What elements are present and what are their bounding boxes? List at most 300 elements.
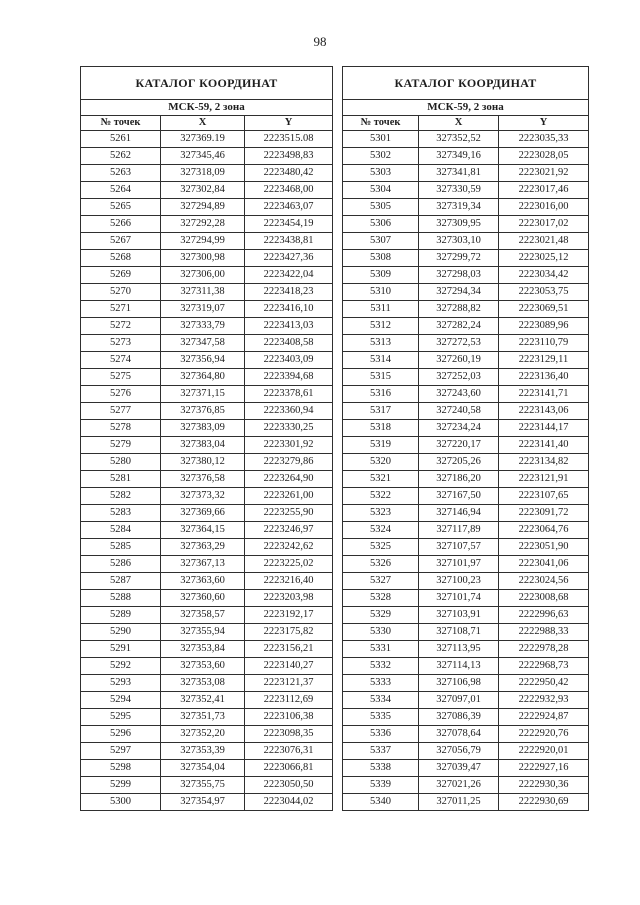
point-number-cell: 5321: [343, 471, 419, 488]
x-coordinate-cell: 327220,17: [419, 437, 499, 454]
table-row: [81, 233, 333, 250]
x-coordinate-cell: 327345,46: [161, 148, 245, 165]
y-coordinate-cell: 2223053,75: [499, 284, 589, 301]
table-row: [343, 675, 589, 692]
y-coordinate-cell: 2222978,28: [499, 641, 589, 658]
table-row: [81, 318, 333, 335]
table-row: [81, 165, 333, 182]
point-number-cell: 5299: [81, 777, 161, 794]
table-row: [343, 199, 589, 216]
y-coordinate-cell: 2223129,11: [499, 352, 589, 369]
y-coordinate-cell: 2223089,96: [499, 318, 589, 335]
table-row: [81, 658, 333, 675]
table-row: [343, 505, 589, 522]
x-coordinate-cell: 327369,66: [161, 505, 245, 522]
point-number-cell: 5320: [343, 454, 419, 471]
x-coordinate-cell: 327101,74: [419, 590, 499, 607]
point-number-cell: 5319: [343, 437, 419, 454]
point-number-cell: 5306: [343, 216, 419, 233]
table-row: [81, 760, 333, 777]
point-number-cell: 5303: [343, 165, 419, 182]
table-row: [343, 335, 589, 352]
x-coordinate-cell: 327056,79: [419, 743, 499, 760]
x-coordinate-cell: 327167,50: [419, 488, 499, 505]
point-number-cell: 5279: [81, 437, 161, 454]
catalog-subtitle: МСК-59, 2 зона: [343, 100, 589, 116]
x-coordinate-cell: 327367,13: [161, 556, 245, 573]
point-number-cell: 5300: [81, 794, 161, 811]
table-row: [81, 675, 333, 692]
x-coordinate-cell: 327318,09: [161, 165, 245, 182]
y-coordinate-cell: 2222968,73: [499, 658, 589, 675]
point-number-cell: 5322: [343, 488, 419, 505]
point-number-cell: 5292: [81, 658, 161, 675]
x-coordinate-cell: 327352,20: [161, 726, 245, 743]
table-row: [81, 403, 333, 420]
table-row: [81, 641, 333, 658]
x-coordinate-cell: 327234,24: [419, 420, 499, 437]
point-number-cell: 5290: [81, 624, 161, 641]
table-row: [343, 131, 589, 148]
y-coordinate-cell: 2223035,33: [499, 131, 589, 148]
table-row: [343, 692, 589, 709]
x-coordinate-cell: 327353,60: [161, 658, 245, 675]
table-row: [81, 301, 333, 318]
x-coordinate-cell: 327373,32: [161, 488, 245, 505]
point-number-cell: 5324: [343, 522, 419, 539]
table-row: [343, 573, 589, 590]
x-coordinate-cell: 327146,94: [419, 505, 499, 522]
point-number-cell: 5294: [81, 692, 161, 709]
point-number-cell: 5298: [81, 760, 161, 777]
table-row: [343, 539, 589, 556]
y-coordinate-cell: 2223051,90: [499, 539, 589, 556]
coordinate-table: [342, 66, 589, 811]
table-row: [343, 216, 589, 233]
point-number-cell: 5268: [81, 250, 161, 267]
y-coordinate-cell: 2222988,33: [499, 624, 589, 641]
table-row: [343, 284, 589, 301]
table-row: [81, 182, 333, 199]
y-coordinate-cell: 2222996,63: [499, 607, 589, 624]
x-coordinate-cell: 327298,03: [419, 267, 499, 284]
y-coordinate-cell: 2223422,04: [245, 267, 333, 284]
y-coordinate-cell: 2223025,12: [499, 250, 589, 267]
point-number-cell: 5277: [81, 403, 161, 420]
table-row: [343, 488, 589, 505]
y-coordinate-cell: 2223330,25: [245, 420, 333, 437]
y-coordinate-cell: 2223021,48: [499, 233, 589, 250]
column-header-point: № точек: [343, 116, 419, 131]
y-coordinate-cell: 2223408,58: [245, 335, 333, 352]
x-coordinate-cell: 327294,34: [419, 284, 499, 301]
point-number-cell: 5340: [343, 794, 419, 811]
x-coordinate-cell: 327288,82: [419, 301, 499, 318]
point-number-cell: 5288: [81, 590, 161, 607]
y-coordinate-cell: 2223112,69: [245, 692, 333, 709]
table-row: [81, 777, 333, 794]
point-number-cell: 5289: [81, 607, 161, 624]
x-coordinate-cell: 327300,98: [161, 250, 245, 267]
x-coordinate-cell: 327100,23: [419, 573, 499, 590]
table-row: [343, 165, 589, 182]
point-number-cell: 5269: [81, 267, 161, 284]
x-coordinate-cell: 327333,79: [161, 318, 245, 335]
x-coordinate-cell: 327292,28: [161, 216, 245, 233]
point-number-cell: 5272: [81, 318, 161, 335]
y-coordinate-cell: 2223418,23: [245, 284, 333, 301]
y-coordinate-cell: 2222920,01: [499, 743, 589, 760]
point-number-cell: 5305: [343, 199, 419, 216]
x-coordinate-cell: 327186,20: [419, 471, 499, 488]
x-coordinate-cell: 327353,39: [161, 743, 245, 760]
y-coordinate-cell: 2223261,00: [245, 488, 333, 505]
point-number-cell: 5336: [343, 726, 419, 743]
y-coordinate-cell: 2223192,17: [245, 607, 333, 624]
y-coordinate-cell: 2223050,50: [245, 777, 333, 794]
table-row: [81, 216, 333, 233]
x-coordinate-cell: 327303,10: [419, 233, 499, 250]
y-coordinate-cell: 2223143,06: [499, 403, 589, 420]
table-row: [81, 556, 333, 573]
y-coordinate-cell: 2223242,62: [245, 539, 333, 556]
y-coordinate-cell: 2223360,94: [245, 403, 333, 420]
x-coordinate-cell: 327353,84: [161, 641, 245, 658]
table-row: [343, 301, 589, 318]
x-coordinate-cell: 327380,12: [161, 454, 245, 471]
x-coordinate-cell: 327294,99: [161, 233, 245, 250]
y-coordinate-cell: 2223016,00: [499, 199, 589, 216]
y-coordinate-cell: 2222930,36: [499, 777, 589, 794]
y-coordinate-cell: 2223121,37: [245, 675, 333, 692]
point-number-cell: 5264: [81, 182, 161, 199]
y-coordinate-cell: 2223413,03: [245, 318, 333, 335]
point-number-cell: 5262: [81, 148, 161, 165]
table-row: [343, 709, 589, 726]
y-coordinate-cell: 2223480,42: [245, 165, 333, 182]
x-coordinate-cell: 327383,04: [161, 437, 245, 454]
x-coordinate-cell: 327364,15: [161, 522, 245, 539]
y-coordinate-cell: 2222932,93: [499, 692, 589, 709]
table-row: [343, 607, 589, 624]
x-coordinate-cell: 327383,09: [161, 420, 245, 437]
table-row: [343, 743, 589, 760]
point-number-cell: 5265: [81, 199, 161, 216]
table-row: [343, 641, 589, 658]
x-coordinate-cell: 327364,80: [161, 369, 245, 386]
y-coordinate-cell: 2223264,90: [245, 471, 333, 488]
x-coordinate-cell: 327106,98: [419, 675, 499, 692]
table-row: [81, 590, 333, 607]
point-number-cell: 5281: [81, 471, 161, 488]
point-number-cell: 5309: [343, 267, 419, 284]
point-number-cell: 5316: [343, 386, 419, 403]
point-number-cell: 5339: [343, 777, 419, 794]
x-coordinate-cell: 327078,64: [419, 726, 499, 743]
point-number-cell: 5310: [343, 284, 419, 301]
table-body: [81, 131, 333, 811]
point-number-cell: 5331: [343, 641, 419, 658]
x-coordinate-cell: 327352,41: [161, 692, 245, 709]
y-coordinate-cell: 2223066,81: [245, 760, 333, 777]
point-number-cell: 5270: [81, 284, 161, 301]
x-coordinate-cell: 327107,57: [419, 539, 499, 556]
table-row: [343, 403, 589, 420]
y-coordinate-cell: 2223064,76: [499, 522, 589, 539]
table-row: [81, 692, 333, 709]
table-row: [81, 386, 333, 403]
point-number-cell: 5337: [343, 743, 419, 760]
y-coordinate-cell: 2223136,40: [499, 369, 589, 386]
y-coordinate-cell: 2223175,82: [245, 624, 333, 641]
point-number-cell: 5263: [81, 165, 161, 182]
x-coordinate-cell: 327299,72: [419, 250, 499, 267]
table-row: [81, 454, 333, 471]
y-coordinate-cell: 2222930,69: [499, 794, 589, 811]
column-header-y: Y: [499, 116, 589, 131]
x-coordinate-cell: 327347,58: [161, 335, 245, 352]
point-number-cell: 5307: [343, 233, 419, 250]
table-row: [343, 148, 589, 165]
table-row: [343, 420, 589, 437]
x-coordinate-cell: 327282,24: [419, 318, 499, 335]
point-number-cell: 5312: [343, 318, 419, 335]
table-row: [81, 709, 333, 726]
y-coordinate-cell: 2223156,21: [245, 641, 333, 658]
table-row: [81, 369, 333, 386]
column-header-x: X: [161, 116, 245, 131]
table-row: [343, 454, 589, 471]
y-coordinate-cell: 2223498,83: [245, 148, 333, 165]
point-number-cell: 5301: [343, 131, 419, 148]
table-row: [81, 522, 333, 539]
table-row: [343, 437, 589, 454]
x-coordinate-cell: 327319,34: [419, 199, 499, 216]
table-row: [343, 267, 589, 284]
y-coordinate-cell: 2223427,36: [245, 250, 333, 267]
x-coordinate-cell: 327021,26: [419, 777, 499, 794]
y-coordinate-cell: 2223463,07: [245, 199, 333, 216]
point-number-cell: 5291: [81, 641, 161, 658]
catalog-subtitle: МСК-59, 2 зона: [81, 100, 333, 116]
point-number-cell: 5261: [81, 131, 161, 148]
x-coordinate-cell: 327309,95: [419, 216, 499, 233]
point-number-cell: 5286: [81, 556, 161, 573]
y-coordinate-cell: 2223301,92: [245, 437, 333, 454]
point-number-cell: 5327: [343, 573, 419, 590]
y-coordinate-cell: 2223076,31: [245, 743, 333, 760]
y-coordinate-cell: 2223041,06: [499, 556, 589, 573]
y-coordinate-cell: 2223034,42: [499, 267, 589, 284]
table-row: [81, 335, 333, 352]
column-header-y: Y: [245, 116, 333, 131]
column-header-x: X: [419, 116, 499, 131]
table-row: [343, 369, 589, 386]
x-coordinate-cell: 327011,25: [419, 794, 499, 811]
catalog-title: КАТАЛОГ КООРДИНАТ: [343, 67, 589, 100]
x-coordinate-cell: 327302,84: [161, 182, 245, 199]
y-coordinate-cell: 2223468,00: [245, 182, 333, 199]
point-number-cell: 5334: [343, 692, 419, 709]
x-coordinate-cell: 327341,81: [419, 165, 499, 182]
y-coordinate-cell: 2223378,61: [245, 386, 333, 403]
x-coordinate-cell: 327360,60: [161, 590, 245, 607]
x-coordinate-cell: 327369.19: [161, 131, 245, 148]
table-row: [343, 556, 589, 573]
x-coordinate-cell: 327355,94: [161, 624, 245, 641]
y-coordinate-cell: 2223021,92: [499, 165, 589, 182]
point-number-cell: 5293: [81, 675, 161, 692]
point-number-cell: 5295: [81, 709, 161, 726]
x-coordinate-cell: 327117,89: [419, 522, 499, 539]
table-row: [81, 488, 333, 505]
point-number-cell: 5287: [81, 573, 161, 590]
y-coordinate-cell: 2223515.08: [245, 131, 333, 148]
y-coordinate-cell: 2223141,40: [499, 437, 589, 454]
y-coordinate-cell: 2223069,51: [499, 301, 589, 318]
point-number-cell: 5274: [81, 352, 161, 369]
y-coordinate-cell: 2223121,91: [499, 471, 589, 488]
y-coordinate-cell: 2223028,05: [499, 148, 589, 165]
table-row: [343, 233, 589, 250]
x-coordinate-cell: 327272,53: [419, 335, 499, 352]
coordinate-catalog-left: [80, 66, 333, 811]
y-coordinate-cell: 2223106,38: [245, 709, 333, 726]
point-number-cell: 5328: [343, 590, 419, 607]
table-row: [81, 420, 333, 437]
y-coordinate-cell: 2223246,97: [245, 522, 333, 539]
table-row: [81, 726, 333, 743]
point-number-cell: 5297: [81, 743, 161, 760]
x-coordinate-cell: 327101,97: [419, 556, 499, 573]
table-row: [81, 794, 333, 811]
table-row: [81, 250, 333, 267]
x-coordinate-cell: 327097,01: [419, 692, 499, 709]
coordinate-table: [80, 66, 333, 811]
x-coordinate-cell: 327108,71: [419, 624, 499, 641]
table-row: [81, 199, 333, 216]
x-coordinate-cell: 327376,58: [161, 471, 245, 488]
table-row: [81, 743, 333, 760]
y-coordinate-cell: 2223024,56: [499, 573, 589, 590]
x-coordinate-cell: 327039,47: [419, 760, 499, 777]
column-header-point: № точек: [81, 116, 161, 131]
x-coordinate-cell: 327363,29: [161, 539, 245, 556]
y-coordinate-cell: 2223416,10: [245, 301, 333, 318]
y-coordinate-cell: 2223394,68: [245, 369, 333, 386]
point-number-cell: 5267: [81, 233, 161, 250]
x-coordinate-cell: 327240,58: [419, 403, 499, 420]
y-coordinate-cell: 2223438,81: [245, 233, 333, 250]
x-coordinate-cell: 327319,07: [161, 301, 245, 318]
y-coordinate-cell: 2222927,16: [499, 760, 589, 777]
table-row: [343, 182, 589, 199]
point-number-cell: 5271: [81, 301, 161, 318]
y-coordinate-cell: 2223144,17: [499, 420, 589, 437]
x-coordinate-cell: 327356,94: [161, 352, 245, 369]
y-coordinate-cell: 2223255,90: [245, 505, 333, 522]
y-coordinate-cell: 2223225,02: [245, 556, 333, 573]
x-coordinate-cell: 327260,19: [419, 352, 499, 369]
point-number-cell: 5314: [343, 352, 419, 369]
x-coordinate-cell: 327306,00: [161, 267, 245, 284]
point-number-cell: 5325: [343, 539, 419, 556]
y-coordinate-cell: 2222950,42: [499, 675, 589, 692]
x-coordinate-cell: 327252,03: [419, 369, 499, 386]
page-number: 98: [313, 34, 327, 49]
point-number-cell: 5275: [81, 369, 161, 386]
point-number-cell: 5318: [343, 420, 419, 437]
point-number-cell: 5308: [343, 250, 419, 267]
table-row: [81, 471, 333, 488]
y-coordinate-cell: 2223008,68: [499, 590, 589, 607]
x-coordinate-cell: 327376,85: [161, 403, 245, 420]
x-coordinate-cell: 327351,73: [161, 709, 245, 726]
table-row: [81, 624, 333, 641]
point-number-cell: 5323: [343, 505, 419, 522]
table-row: [81, 267, 333, 284]
x-coordinate-cell: 327354,04: [161, 760, 245, 777]
x-coordinate-cell: 327103,91: [419, 607, 499, 624]
point-number-cell: 5338: [343, 760, 419, 777]
coordinate-catalog-right: [342, 66, 589, 811]
x-coordinate-cell: 327363,60: [161, 573, 245, 590]
point-number-cell: 5335: [343, 709, 419, 726]
y-coordinate-cell: 2222924,87: [499, 709, 589, 726]
table-row: [343, 590, 589, 607]
table-row: [81, 573, 333, 590]
point-number-cell: 5280: [81, 454, 161, 471]
table-row: [343, 352, 589, 369]
table-row: [343, 726, 589, 743]
y-coordinate-cell: 2223017,02: [499, 216, 589, 233]
x-coordinate-cell: 327294,89: [161, 199, 245, 216]
point-number-cell: 5266: [81, 216, 161, 233]
table-row: [343, 658, 589, 675]
point-number-cell: 5282: [81, 488, 161, 505]
point-number-cell: 5330: [343, 624, 419, 641]
table-row: [343, 250, 589, 267]
table-body: [343, 131, 589, 811]
table-row: [81, 437, 333, 454]
table-row: [343, 318, 589, 335]
y-coordinate-cell: 2223216,40: [245, 573, 333, 590]
point-number-cell: 5273: [81, 335, 161, 352]
point-number-cell: 5313: [343, 335, 419, 352]
x-coordinate-cell: 327113,95: [419, 641, 499, 658]
y-coordinate-cell: 2223044,02: [245, 794, 333, 811]
y-coordinate-cell: 2223134,82: [499, 454, 589, 471]
x-coordinate-cell: 327371,15: [161, 386, 245, 403]
x-coordinate-cell: 327114,13: [419, 658, 499, 675]
point-number-cell: 5333: [343, 675, 419, 692]
table-row: [343, 624, 589, 641]
point-number-cell: 5329: [343, 607, 419, 624]
y-coordinate-cell: 2223091,72: [499, 505, 589, 522]
point-number-cell: 5285: [81, 539, 161, 556]
y-coordinate-cell: 2223017,46: [499, 182, 589, 199]
y-coordinate-cell: 2222920,76: [499, 726, 589, 743]
point-number-cell: 5278: [81, 420, 161, 437]
y-coordinate-cell: 2223403,09: [245, 352, 333, 369]
point-number-cell: 5304: [343, 182, 419, 199]
y-coordinate-cell: 2223279,86: [245, 454, 333, 471]
x-coordinate-cell: 327205,26: [419, 454, 499, 471]
x-coordinate-cell: 327086,39: [419, 709, 499, 726]
point-number-cell: 5296: [81, 726, 161, 743]
y-coordinate-cell: 2223141,71: [499, 386, 589, 403]
table-row: [343, 386, 589, 403]
